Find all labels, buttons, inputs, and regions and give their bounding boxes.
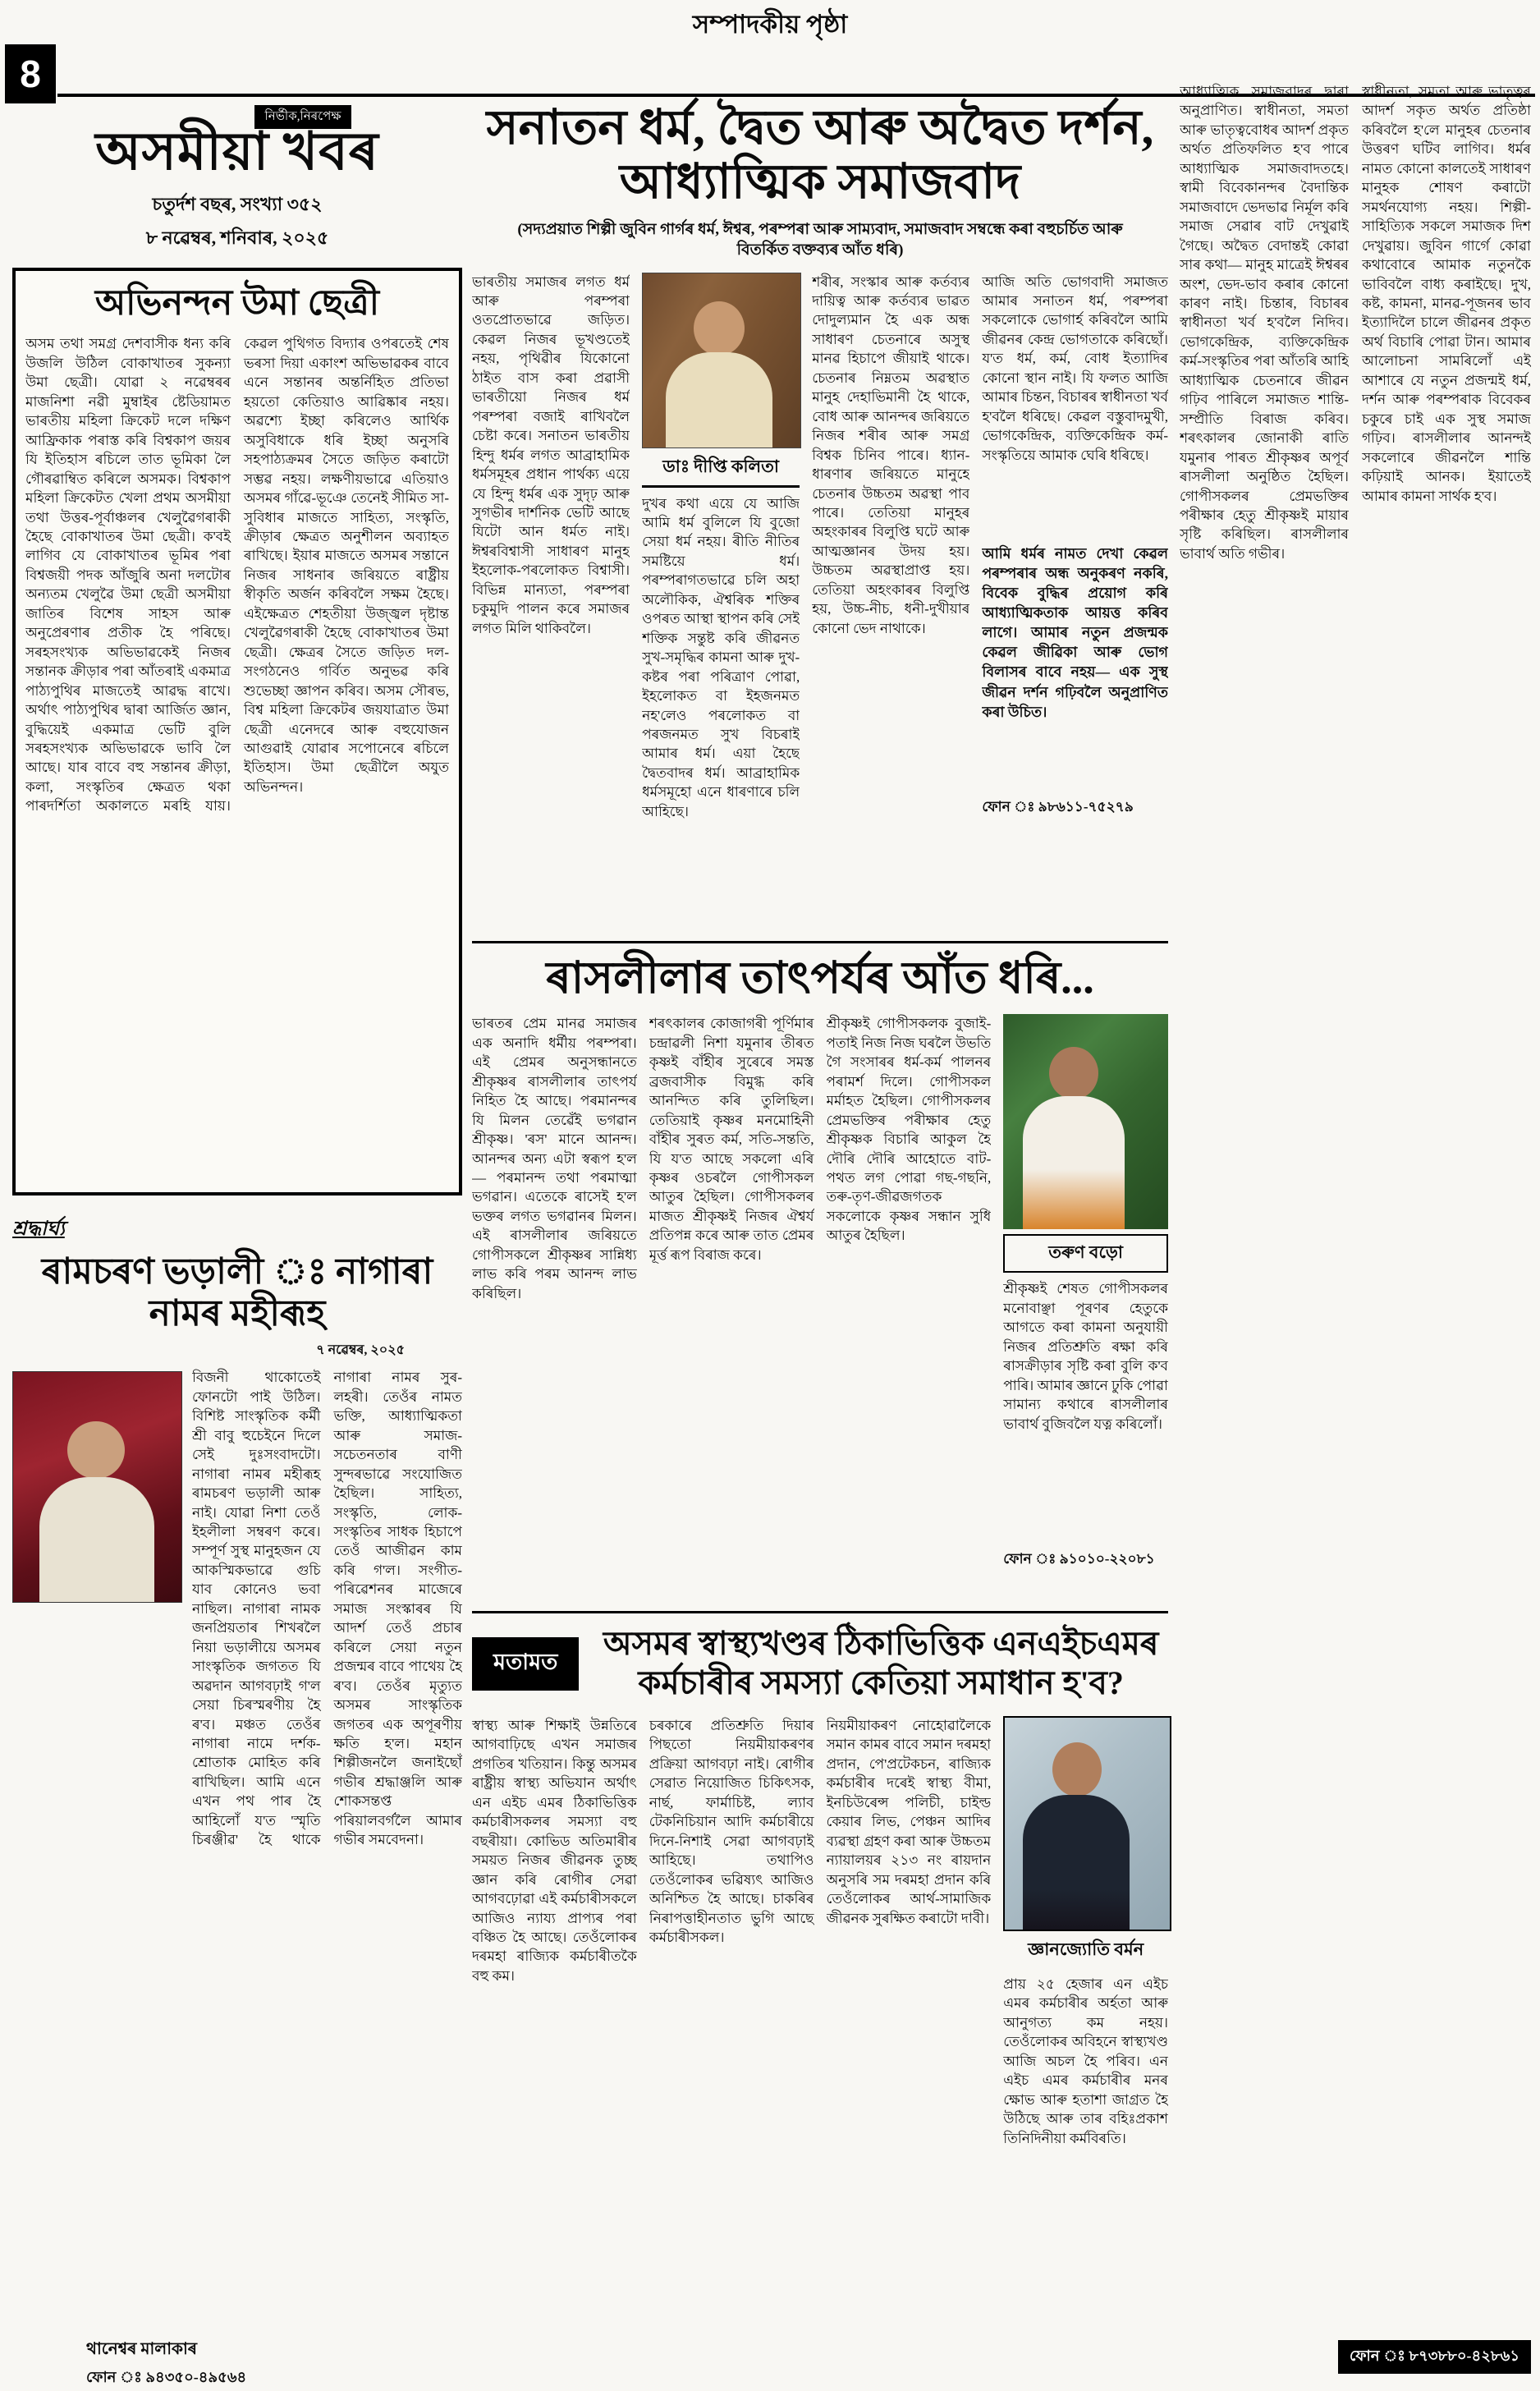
raslila-col-2: শৰৎকালৰ কোজাগৰী পূৰ্ণিমাৰ চন্দ্ৰাৱলী নিশা যমুনাৰ তীৰত কৃষ্ণই বাঁহীৰ সুৰেৰে সমস্ত ব্ৰজবাসীক বিমুগ্ধ কৰি আনন্দিত কৰি তুলিছিল। তেতিয়াই কৃষ্ণৰ মনমোহিনী বাঁহীৰ সুৰত কৰ্ম, সতি-সন্ততি, যি য'ত আছে সকলো এৰি কৃষ্ণৰ ওচৰলৈ গোপীসকল আতুৰ হৈছিল। গোপীসকলৰ মাজত শ্ৰীকৃষ্ণই নিজৰ ঐশ্বৰ্য প্ৰতিপন্ন কৰে আৰু তাত প্ৰেমৰ মূৰ্ত্ত ৰূপ বিৰাজ কৰে। — [649, 1016, 814, 1263]
right-rail-col-1: আধ্যাত্মিক সমাজবাদৰ দ্বাৰা অনুপ্ৰাণিত। স্বাধীনতা, সমতা আৰু ভাতৃত্ববোধৰ আদৰ্শ প্ৰকৃত অৰ্থত প্ৰতিফলিত হ'ব পাৰে আধ্যাত্মিক সমাজবাদতহে। স্বামী বিবেকানন্দৰ বৈদান্তিক সমাজবাদে ভেদভাৱ নিৰ্মূল কৰি সমাজ সেৱাৰ বাট দেখুৱাই গৈছে। অদ্বৈত বেদান্তই কোৱা সাৰ কথা— মানুহ মাত্ৰেই ঈশ্বৰৰ অংশ, ভেদ-ভাব কৰাৰ কোনো কাৰণ নাই। চিন্তাৰ, বিচাৰৰ স্বাধীনতা খৰ্ব হ'বলৈ নিদিব। ভোগকেন্দ্ৰিক, ব্যক্তিকেন্দ্ৰিক কৰ্ম-সংস্কৃতিৰ পৰা আঁতৰি আহি আধ্যাত্মিক চেতনাৰে জীৱন গঢ়িব পাৰিলে সমাজত শান্তি-সম্প্ৰীতি বিৰাজ কৰিব। শৰৎকালৰ জোনাকী ৰাতি যমুনাৰ পাৰত শ্ৰীকৃষ্ণৰ অপূৰ্ব ৰাসলীলা অনুষ্ঠিত হৈছিল। গোপীসকলৰ প্ৰেমভক্তিৰ পৰীক্ষাৰ হেতু শ্ৰীকৃষ্ণই মায়াৰ সৃষ্টি কৰিছিল। ৰাসলীলাৰ ভাবাৰ্থ অতি গভীৰ। — [1180, 84, 1349, 562]
author-photo-jnanjyoti-barman — [1003, 1716, 1171, 1931]
raslila-headline: ৰাসলীলাৰ তাৎপৰ্যৰ আঁত ধৰি... — [546, 953, 1094, 1003]
author-photo-dipti-kalita — [642, 273, 801, 448]
article-raslila — [472, 954, 1168, 1589]
author-photo-tarun-bodo — [1003, 1014, 1168, 1229]
section-title: সম্পাদকীয় পৃষ্ঠা — [692, 10, 848, 39]
masthead-title: অসমীয়া খবৰ — [95, 122, 379, 181]
opinion-headline: অসমৰ স্বাস্থ্যখণ্ডৰ ঠিকাভিত্তিক এনএইচএমৰ কৰ্মচাৰীৰ সমস্যা কেতিয়া সমাধান হ'ব? — [603, 1625, 1159, 1701]
masthead-tagline: নিৰ্ভীক,নিৰপেক্ষ — [254, 105, 351, 129]
opinion-kicker: মতামত — [472, 1637, 579, 1691]
opinion-col-4-text: প্ৰায় ২৫ হেজাৰ এন এইচ এমৰ কৰ্মচাৰীৰ অৰ্হতা আৰু আনুগত্য কম নহয়। তেওঁলোকৰ অবিহনে স্বাস্থ্যখণ্ড আজি অচল হৈ পৰিব। এন এইচ এমৰ কৰ্মচাৰীৰ মনৰ ক্ষোভ আৰু হতাশা জাগ্ৰত হৈ উঠিছে আৰু তাৰ বহিঃপ্ৰকাশ তিনিদিনীয়া কৰ্মবিৰতি। — [1003, 1976, 1168, 2146]
main-col-1: ভাৰতীয় সমাজৰ লগত ধৰ্ম আৰু পৰম্পৰা ওতপ্ৰোতভাৱে জড়িত। কেৱল নিজৰ ভূখণ্ডতেই নহয়, পৃথিৱীৰ যিকোনো ঠাইত বাস কৰা প্ৰৱাসী ভাৰতীয়ো নিজৰ ধৰ্ম পৰম্পৰা বজাই ৰাখিবলৈ চেষ্টা কৰে। সনাতন ভাৰতীয় হিন্দু ধৰ্মৰ লগত আব্ৰাহামিক ধৰ্মসমূহৰ প্ৰধান পাৰ্থক্য এয়ে যে হিন্দু ধৰ্মৰ এক সুদৃঢ় আৰু সুগভীৰ দাৰ্শনিক ভেটি আছে যিটো আন ধৰ্মত নাই। ঈশ্বৰবিশ্বাসী সাধাৰণ মানুহ ইহলোক-পৰলোকত বিশ্বাসী। বিভিন্ন মান্যতা, পৰম্পৰা চকুমুদি পালন কৰে সমাজৰ লগত মিলি থাকিবলৈ। — [472, 273, 630, 636]
opinion-photo-caption: জ্ঞানজ্যোতি বৰ্মন — [1028, 1939, 1144, 1959]
opinion-body-columns — [472, 1716, 1168, 2365]
main-photo-caption: ডাঃ দীপ্তি কলিতা — [642, 448, 800, 488]
tribute-headline: ৰামচৰণ ভড়ালী ঃ নাগাৰা নামৰ মহীৰূহ — [41, 1251, 433, 1333]
right-rail-col-2: স্বাধীনতা, সমতা আৰু ভাতৃত্বৰ আদৰ্শ সকৃত অৰ্থত প্ৰতিষ্ঠা কৰিবলৈ হ'লে মানুহৰ চেতনাৰ উত্তৰণ ঘটিব লাগিব। ধৰ্মৰ নামত কোনো কালতেই সাধাৰণ মানুহক শোষণ কৰাটো সমৰ্থনযোগ্য নহয়। শিল্পী-সাহিত্যিক সকলে সমাজক দিশ দেখুৱায়। জুবিন গাৰ্গে কোৱা কথাবোৰে আমাক নতুনকৈ ভাবিবলৈ বাধ্য কৰাইছে। দুখ, কষ্ট, কামনা, মানৱ-পূজনৰ ভাব ইত্যাদিলৈ চালে জীৱনৰ প্ৰকৃত অৰ্থ বিচাৰি পোৱা টান। আমাৰ আলোচনা সামৰিলোঁ এই আশাৰে যে নতুন প্ৰজন্মই ধৰ্ম, দৰ্শন আৰু পৰম্পৰাক বিবেকৰ চকুৰে চাই এক সুস্থ সমাজ গঢ়িব। ৰাসলীলাৰ আনন্দই সকলোৰে জীৱনলৈ শান্তি কঢ়িয়াই আনক। ইয়াতেই আমাৰ কামনা সাৰ্থক হ'ব। — [1362, 84, 1531, 504]
masthead-edition-line: চতুৰ্দশ বছৰ, সংখ্যা ৩৫২ — [152, 194, 323, 215]
right-rail-phone: ফোন ঃ ৮৭৩৮৮০-৪২৮৬১ — [1338, 2340, 1531, 2374]
opinion-col-2: চৰকাৰে প্ৰতিশ্ৰুতি দিয়াৰ পিছতো নিয়মীয়াকৰণৰ প্ৰক্ৰিয়া আগবঢ়া নাই। ৰোগীৰ সেৱাত নিয়োজিত চিকিৎসক, নাৰ্ছ, ফাৰ্মাচিষ্ট, ল্যাব টেকনিচিয়ান আদি কৰ্মচাৰীয়ে দিনে-নিশাই সেৱা আগবঢ়াই আহিছে। তথাপিও তেওঁলোকৰ ভৱিষ্যৎ আজিও অনিশ্চিত হৈ আছে। চাকৰিৰ নিৰাপত্তাহীনতাত ভুগি আছে কৰ্মচাৰীসকল। — [649, 1718, 814, 1945]
main-col-3: শৰীৰ, সংস্কাৰ আৰু কৰ্তব্যৰ দায়িত্ব আৰু কৰ্তব্যৰ ভাৱত দোদুল্যমান হৈ এক অন্ধ সাধাৰণ চেতনাৰে অসুস্থ মানৱ হিচাপে জীয়াই থাকে। চেতনাৰ নিম্নতম অৱস্থাত মানুহ দেহাভিমানী হৈ থাকে, বোধ আৰু আনন্দৰ জৰিয়তে নিজৰ শৰীৰ আৰু সমগ্ৰ বিশ্বক চিনিব পাৰে। ধ্যান-ধাৰণাৰ জৰিয়তে মানুহে চেতনাৰ উচ্চতম অৱস্থা পাব পাৰে। তেতিয়া মানুহৰ অহংকাৰৰ বিলুপ্তি ঘটে আৰু আত্মজ্ঞানৰ উদয় হয়। উচ্চতম অৱস্থাপ্ৰাপ্ত হয়। তেতিয়া অহংকাৰৰ বিলুপ্তি হয়, উচ্চ-নীচ, ধনী-দুখীয়াৰ কোনো ভেদ নাথাকে। — [812, 273, 970, 636]
right-rail-columns — [1180, 82, 1531, 2377]
main-col-2-text: দুখৰ কথা এয়ে যে আজি আমি ধৰ্ম বুলিলে যি বুজো সেয়া ধৰ্ম নহয়। ৰীতি নীতিৰ সমষ্টিয়ে ধৰ্ম। পৰম্পৰাগতভাৱে চলি অহা অলৌকিক, ঐশ্বৰিক শক্তিৰ ওপৰত আস্থা স্থাপন কৰি সেই শক্তিক সন্তুষ্ট কৰি জীৱনত সুখ-সমৃদ্ধিৰ কামনা আৰু দুখ-কষ্টৰ পৰা পৰিত্ৰাণ পোৱা, ইহলোকত বা ইহজনমত নহ'লেও পৰলোকত বা পৰজনমত সুখ বিচৰাই আমাৰ ধৰ্ম। এয়া হৈছে দ্বৈতবাদৰ ধৰ্ম। আব্ৰাহামিক ধৰ্মসমূহো এনে ধাৰণাৰে চলি আহিছে। — [642, 495, 800, 819]
main-headline: সনাতন ধৰ্ম, দ্বৈত আৰু অদ্বৈত দৰ্শন, আধ্যাত্মিক সমাজবাদ — [486, 100, 1154, 209]
tribute-photo — [12, 1371, 182, 1603]
congrats-headline: অভিনন্দন উমা ছেত্ৰী — [94, 284, 380, 324]
opinion-col-4 — [1003, 1716, 1168, 2365]
left-rail — [12, 105, 462, 2391]
masthead-date-line: ৮ নৱেম্বৰ, শনিবাৰ, ২০২৫ — [145, 227, 329, 249]
tribute-kicker: শ্ৰদ্ধাৰ্ঘ্য — [12, 1218, 65, 1241]
right-rail-continuation — [1180, 82, 1531, 2377]
divider-raslila-opinion — [472, 1611, 1168, 1613]
tribute-author: থানেশ্বৰ মালাকাৰ — [86, 2340, 198, 2359]
opinion-col-3: নিয়মীয়াকৰণ নোহোৱালৈকে সমান কামৰ বাবে সমান দৰমহা প্ৰদান, পে'প্ৰটেকচন, ৰাজ্যিক কৰ্মচাৰীৰ দৰেই স্বাস্থ্য বীমা, ইনচিউৰেন্স পলিচী, চাইল্ড কেয়াৰ লিভ, পেঞ্চন আদিৰ ব্যৱস্থা গ্ৰহণ কৰা আৰু উচ্চতম ন্যায়ালয়ৰ ২১৩ নং ৰায়দান অনুসৰি সম দৰমহা প্ৰদান কৰি তেওঁলোকৰ আৰ্থ-সামাজিক জীৱনক সুৰক্ষিত কৰাটো দাবী। — [826, 1718, 992, 1926]
raslila-col-4-text: শ্ৰীকৃষ্ণই শেষত গোপীসকলৰ মনোবাঞ্ছা পূৰণৰ হেতুকে আগতে কৰা কামনা অনুযায়ী নিজৰ প্ৰতিশ্ৰুতি ৰক্ষা কৰি ৰাসক্ৰীড়াৰ সৃষ্টি কৰা বুলি ক'ব পাৰি। আমাৰ জ্ঞানে ঢুকি পোৱা সামান্য কথাৰে ৰাসলীলাৰ ভাবাৰ্থ বুজিবলৈ যত্ন কৰিলোঁ। — [1003, 1281, 1168, 1432]
main-body-columns — [472, 273, 1168, 872]
tribute-body-wrap — [12, 1368, 462, 2329]
main-col-4-text: আজি অতি ভোগবাদী সমাজত আমাৰ সনাতন ধৰ্ম, পৰম্পৰা সকলোকে ভোগাৰ্হ কৰিবলৈ আমি জীৱনৰ কেন্দ্ৰ ভোগতাকে কৰিছোঁ। য'ত ধৰ্ম, কৰ্ম, বোধ ইত্যাদিৰ কোনো স্থান নাই। যি ফলত আজি আমাৰ চিন্তন, বিচাৰৰ স্বাধীনতা খৰ্ব হ'বলৈ ধৰিছে। কেৱল বস্তুবাদমুখী, ভোগকেন্দ্ৰিক, ব্যক্তিকেন্দ্ৰিক কৰ্ম-সংস্কৃতিয়ে আমাক ঘেৰি ধৰিছে। — [982, 273, 1169, 463]
raslila-col-4 — [1003, 1014, 1168, 1589]
main-phone: ফোন ঃ ৯৮৬১১-৭৫২৭৯ — [982, 798, 1134, 815]
opinion-header — [472, 1624, 1168, 1703]
article-tribute-ramcharan — [12, 1214, 462, 2391]
masthead — [12, 105, 462, 255]
raslila-col-1: ভাৰতৰ প্ৰেম মানৱ সমাজৰ এক অনাদি ধৰ্মীয় পৰম্পৰা। এই প্ৰেমৰ অনুসন্ধানতে শ্ৰীকৃষ্ণৰ ৰাসলীলাৰ তাৎপৰ্য নিহিত হৈ আছে। পৰমানন্দৰ যি মিলন তেৱেঁই ভগৱান শ্ৰীকৃষ্ণ। 'ৰস' মানে আনন্দ। আনন্দৰ অন্য এটা স্বৰূপ হ'ল— পৰমানন্দ তথা পৰমাত্মা ভগৱান। এতেকে ৰাসেই হ'ল ভক্তৰ লগত ভগৱানৰ মিলন। এই ৰাসলীলাৰ জৰিয়তে গোপীসকলে শ্ৰীকৃষ্ণৰ সান্নিধ্য লাভ কৰি পৰম আনন্দ লাভ কৰিছিল। — [472, 1016, 637, 1301]
opinion-col-1: স্বাস্থ্য আৰু শিক্ষাই উন্নতিৰে আগবাঢ়িছে এখন সমাজৰ প্ৰগতিৰ খতিয়ান। কিন্তু অসমৰ ৰাষ্ট্ৰীয় স্বাস্থ্য অভিযান অৰ্থাৎ এন এইচ এমৰ ঠিকাভিত্তিক কৰ্মচাৰীসকলৰ সমস্যা বহু বছৰীয়া। কোভিড অতিমাৰীৰ সময়ত নিজৰ জীৱনক তুচ্ছ জ্ঞান কৰি ৰোগীৰ সেৱা আগবঢ়োৱা এই কৰ্মচাৰীসকলে আজিও ন্যায্য প্ৰাপ্যৰ পৰা বঞ্চিত হৈ আছে। তেওঁলোকৰ দৰমহা ৰাজ্যিক কৰ্মচাৰীতকৈ বহু কম। — [472, 1718, 637, 1984]
raslila-col-3: শ্ৰীকৃষ্ণই গোপীসকলক বুজাই-পতাই নিজ নিজ ঘৰলৈ উভতি গৈ সংসাৰৰ ধৰ্ম-কৰ্ম পালনৰ পৰামৰ্শ দিলে। গোপীসকল মৰ্মাহত হৈছিল। গোপীসকলৰ প্ৰেমভক্তিৰ পৰীক্ষাৰ হেতু শ্ৰীকৃষ্ণক বিচাৰি আকুল হৈ দৌৰি দৌৰি আহোতে বাট-পথত লগ পোৱা গছ-গছনি, তৰু-তৃণ-জীৱজগতক সকলোকে কৃষ্ণৰ সন্ধান সুধি আতুৰ হৈছিল। — [826, 1016, 992, 1244]
tribute-phone: ফোন ঃ ৯৪৩৫০-৪৯৫৬৪ — [86, 2369, 247, 2386]
page-number: 8 — [5, 44, 56, 103]
tribute-dateline: ৭ নৱেম্বৰ, ২০২৫ — [316, 1343, 405, 1358]
congrats-body: অসম তথা সমগ্ৰ দেশবাসীক ধন্য কৰি উজলি উঠিল বোকাখাতৰ সুকন্যা উমা ছেত্ৰী। যোৱা ২ নৱেম্বৰৰ মাজনিশা নৱী মুম্বাইৰ ষ্টেডিয়ামত ভাৰতীয় মহিলা ক্ৰিকেট দলে দক্ষিণ আফ্ৰিকাক পৰাস্ত কৰি বিশ্বকাপ জয়ৰ যি ইতিহাস ৰচিলে তাত ভূমিকা লৈ গৌৰৱাম্বিত কৰিলে অসমক। বিশ্বকাপ মহিলা ক্ৰিকেটত খেলা প্ৰথম অসমীয়া তথা উত্তৰ-পূৰ্বাঞ্চলৰ খেলুৱৈগৰাকী হৈছে বোকাখাতৰ উমা ছেত্ৰী। ক'বই লাগিব যে বোকাখাতৰ ভূমিৰ পৰা বিশ্বজয়ী পদক আঁজুৰি অনা দলটোৰ অন্যতম খেলুৱৈ উমা ছেত্ৰী অসমীয়া জাতিৰ বিশেষ সাহস আৰু অনুপ্ৰেৰণাৰ প্ৰতীক হৈ পৰিছে। সৰহসংখ্যক অভিভাৱকেই নিজৰ সন্তানক ক্ৰীড়াৰ পৰা আঁতৰাই একমাত্ৰ পাঠ্যপুথিৰ মাজতেই আৱদ্ধ ৰাখে। অৰ্থাৎ পাঠ্যপুথিৰ দ্বাৰা আৰ্জিত জ্ঞান, বুদ্ধিয়েই একমাত্ৰ ভেটি বুলি সৰহসংখ্যক অভিভাৱকে ভাবি লৈ আছে। যাৰ বাবে বহু সন্তানৰ ক্ৰীড়া, কলা, সংস্কৃতিৰ ক্ষেত্ৰত থকা পাৰদৰ্শিতা অকালতে মৰহি যায়। কেৱল পুথিগত বিদ্যাৰ ওপৰতেই শেষ ভৰসা দিয়া একাংশ অভিভাৱকৰ বাবে এনে সন্তানৰ অন্তৰ্নিহিত প্ৰতিভা হয়তো কেতিয়াও আৱিষ্কাৰ নহয়। অৱশ্যে ইচ্ছা কৰিলেও আৰ্থিক অসুবিধাকে ধৰি ইচ্ছা অনুসৰি সহপাঠ্যক্ৰমৰ সৈতে জড়িত কৰাটো সম্ভৱ নহয়। লক্ষণীয়ভাৱে এতিয়াও অসমৰ গাঁৱে-ভূঞে তেনেই সীমিত সা-সুবিধাৰ মাজতে সাহিত্য, সংস্কৃতি, ক্ৰীড়াৰ ক্ষেত্ৰত অনুশীলন অব্যাহত ৰাখিছে। ইয়াৰ মাজতে অসমৰ সন্তানে নিজৰ সাধনাৰ জৰিয়তে ৰাষ্ট্ৰীয় স্বীকৃতি অৰ্জন কৰিবলৈ সক্ষম হৈছে। এইক্ষেত্ৰত শেহতীয়া উজ্জ্বল দৃষ্টান্ত খেলুৱৈগৰাকী হৈছে বোকাখাতৰ উমা ছেত্ৰী। ক্ষেত্ৰৰ সৈতে জড়িত দল-সংগঠনেও গৰ্বিত অনুভৱ কৰি শুভেচ্ছা জ্ঞাপন কৰিব। অসম সৌৰভ, বিশ্ব মহিলা ক্ৰিকেটৰ জয়যাত্ৰাত উমা ছেত্ৰী এনেদৰে আৰু বহুযোজন আগুৱাই যোৱাৰ সপোনেৰে ৰচিলে ইতিহাস। উমা ছেত্ৰীলৈ অযুত অভিনন্দন। — [25, 336, 449, 815]
main-col-2 — [642, 273, 800, 872]
raslila-photo-caption: তৰুণ বড়ো — [1003, 1234, 1168, 1273]
raslila-body-columns — [472, 1014, 1168, 1589]
article-opinion-nhm — [472, 1624, 1168, 2365]
article-main-sanatan-dharma — [472, 100, 1168, 872]
main-col-4 — [982, 273, 1168, 872]
raslila-phone: ফোন ঃ ৯১০১০-২২০৮১ — [1003, 1551, 1155, 1567]
article-congrats-uma-chhetri — [12, 268, 462, 1196]
main-pull-quote: আমি ধৰ্মৰ নামত দেখা কেৱল পৰম্পৰাৰ অন্ধ অনুকৰণ নকৰি, বিবেক বুদ্ধিৰ প্ৰয়োগ কৰি আধ্যাত্মিকতাক আয়ত্ত কৰিব লাগে। আমাৰ নতুন প্ৰজন্মক কেৱল জীৱিকা আৰু ভোগ বিলাসৰ বাবে নহয়— এক সুস্থ জীৱন দৰ্শন গঢ়িবলৈ অনুপ্ৰাণিত কৰা উচিত। — [982, 544, 1169, 720]
divider-main-raslila — [472, 941, 1168, 943]
main-standfirst: (সদ্যপ্ৰয়াত শিল্পী জুবিন গাৰ্গৰ ধৰ্ম, ঈশ্বৰ, পৰম্পৰা আৰু সাম্যবাদ, সমাজবাদ সম্বন্ধে কৰা বহুচৰ্চিত আৰু বিতৰ্কিত বক্তব্যৰ আঁত ধৰি) — [517, 221, 1123, 259]
tribute-body: বিজনী থাকোতেই ফোনটো পাই উঠিল। বিশিষ্ট সাংস্কৃতিক কৰ্মী শ্ৰী বাবু হুচেইনে দিলে সেই দুঃসংবাদটো। নাগাৰা নামৰ মহীৰূহ ৰামচৰণ ভড়ালী আৰু নাই। যোৱা নিশা তেওঁ ইহলীলা সম্বৰণ কৰে। সম্পূৰ্ণ সুস্থ মানুহজন যে আকস্মিকভাৱে গুচি যাব কোনেও ভবা নাছিল। নাগাৰা নামক জনপ্ৰিয়তাৰ শিখৰলৈ নিয়া ভড়ালীয়ে অসমৰ সাংস্কৃতিক জগতত যি অৱদান আগবঢ়াই গ'ল সেয়া চিৰস্মৰণীয় হৈ ৰ'ব। মঞ্চত তেওঁৰ নাগাৰা নামে দৰ্শক-শ্ৰোতাক মোহিত কৰি ৰাখিছিল। আমি এনে এখন পথ পাৰ হৈ আহিলোঁ য'ত 'স্মৃতি চিৰঞ্জীৱ' হৈ থাকে নাগাৰা নামৰ সুৰ-লহৰী। তেওঁৰ নামত ভক্তি, আধ্যাত্মিকতা আৰু সমাজ-সচেতনতাৰ বাণী সুন্দৰভাৱে সংযোজিত হৈছিল। সাহিত্য, সংস্কৃতি, লোক-সংস্কৃতিৰ সাধক হিচাপে তেওঁ আজীৱন কাম কৰি গ'ল। সংগীত-পৰিৱেশনৰ মাজেৰে সমাজ সংস্কাৰৰ যি আদৰ্শ তেওঁ প্ৰচাৰ কৰিলে সেয়া নতুন প্ৰজন্মৰ বাবে পাথেয় হৈ ৰ'ব। তেওঁৰ মৃত্যুত অসমৰ সাংস্কৃতিক জগতৰ এক অপূৰণীয় ক্ষতি হ'ল। মহান শিল্পীজনলৈ জনাইছোঁ গভীৰ শ্ৰদ্ধাঞ্জলি আৰু শোকসন্তপ্ত পৰিয়ালবৰ্গলৈ আমাৰ গভীৰ সমবেদনা। — [192, 1370, 462, 1848]
